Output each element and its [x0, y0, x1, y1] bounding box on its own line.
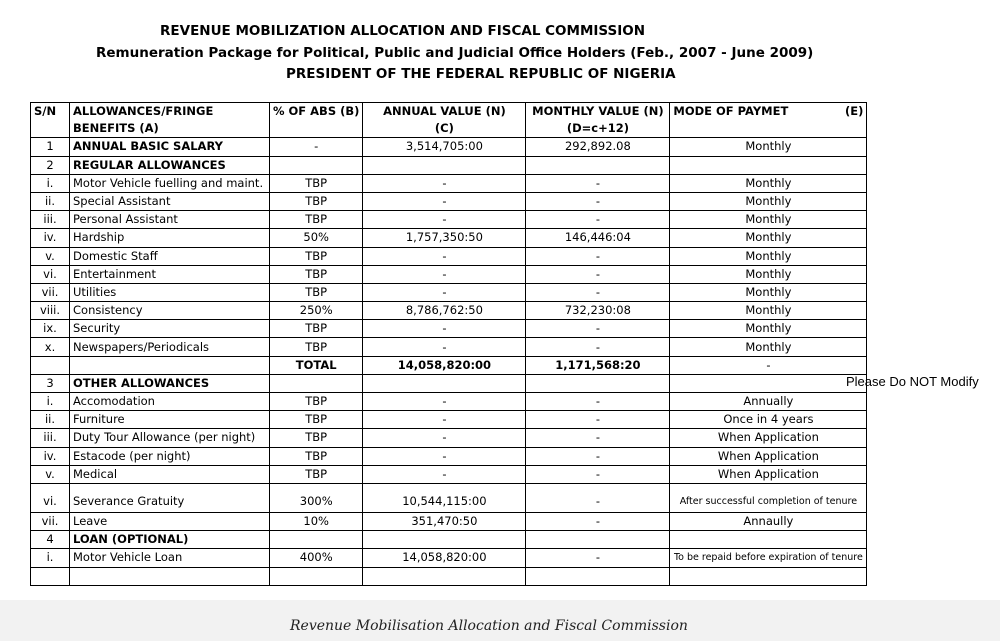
row-item: Newspapers/Periodicals	[70, 338, 270, 356]
row-pct: TBP	[270, 411, 363, 429]
section-header-row	[31, 531, 867, 549]
row-mode: Monthly	[670, 302, 867, 320]
row-pct: -	[270, 138, 363, 156]
row-pct: TBP	[270, 393, 363, 411]
row-monthly: -	[526, 447, 670, 465]
col-header-pct: % OF ABS (B)	[270, 103, 363, 121]
row-monthly: -	[526, 429, 670, 447]
row-annual: -	[363, 411, 526, 429]
table-row	[31, 211, 867, 229]
row-monthly: -	[526, 265, 670, 283]
col-header-allowances-2: BENEFITS (A)	[70, 120, 270, 138]
row-monthly: 732,230:08	[526, 302, 670, 320]
table-row	[31, 174, 867, 192]
row-pct: 50%	[270, 229, 363, 247]
row-sn: viii.	[31, 302, 70, 320]
row-mode: To be repaid before expiration of tenure	[670, 549, 867, 567]
row-annual: -	[363, 192, 526, 210]
row-monthly: -	[526, 393, 670, 411]
table-row	[31, 192, 867, 210]
row-annual: -	[363, 338, 526, 356]
row-mode: When Application	[670, 447, 867, 465]
table-row	[31, 447, 867, 465]
row-item: Utilities	[70, 283, 270, 301]
row-sn: iii.	[31, 429, 70, 447]
row-monthly: -	[526, 174, 670, 192]
row-annual: 14,058,820:00	[363, 549, 526, 567]
table-header-row	[31, 103, 867, 121]
row-annual: -	[363, 174, 526, 192]
row-mode: Monthly	[670, 247, 867, 265]
row-sn: vi.	[31, 483, 70, 512]
row-mode: Annaully	[670, 512, 867, 530]
row-annual: -	[363, 447, 526, 465]
document-subtitle: Remuneration Package for Political, Public and Judicial Office Holders (Feb., 2007 - June 2009)	[96, 45, 814, 61]
total-row	[31, 356, 867, 374]
row-sn: iv.	[31, 229, 70, 247]
row-item: Motor Vehicle Loan	[70, 549, 270, 567]
row-pct: TBP	[270, 429, 363, 447]
row-pct: 10%	[270, 512, 363, 530]
row-monthly: -	[526, 283, 670, 301]
row-item: Motor Vehicle fuelling and maint.	[70, 174, 270, 192]
row-pct: 400%	[270, 549, 363, 567]
row-mode: Once in 4 years	[670, 411, 867, 429]
row-mode: Monthly	[670, 283, 867, 301]
col-header-monthly-2: (D=c+12)	[526, 120, 670, 138]
office-title: PRESIDENT OF THE FEDERAL REPUBLIC OF NIGERIA	[286, 66, 676, 82]
table-row	[31, 229, 867, 247]
row-pct: TBP	[270, 338, 363, 356]
row-mode: When Application	[670, 465, 867, 483]
row-monthly: -	[526, 247, 670, 265]
row-mode: When Application	[670, 429, 867, 447]
table-row	[31, 265, 867, 283]
col-header-mode	[670, 103, 867, 121]
row-mode: Monthly	[670, 138, 867, 156]
row-sn: i.	[31, 174, 70, 192]
row-annual: -	[363, 211, 526, 229]
section-header-row	[31, 156, 867, 174]
row-pct: TBP	[270, 320, 363, 338]
row-annual: -	[363, 465, 526, 483]
total-monthly: 1,171,568:20	[526, 356, 670, 374]
row-monthly: -	[526, 549, 670, 567]
row-mode: Monthly	[670, 174, 867, 192]
table-row	[31, 429, 867, 447]
remuneration-table	[30, 102, 867, 586]
row-annual: -	[363, 429, 526, 447]
row-sn: vii.	[31, 283, 70, 301]
row-pct: TBP	[270, 211, 363, 229]
row-sn: ii.	[31, 192, 70, 210]
table-row	[31, 320, 867, 338]
row-pct: 250%	[270, 302, 363, 320]
row-annual: 1,757,350:50	[363, 229, 526, 247]
row-sn: iii.	[31, 211, 70, 229]
row-sn: iv.	[31, 447, 70, 465]
row-item: ANNUAL BASIC SALARY	[70, 138, 270, 156]
row-annual: -	[363, 247, 526, 265]
row-mode: Monthly	[670, 338, 867, 356]
row-pct: TBP	[270, 447, 363, 465]
document-title: REVENUE MOBILIZATION ALLOCATION AND FISCAL COMMISSION	[160, 23, 646, 39]
row-item: Leave	[70, 512, 270, 530]
row-item: Personal Assistant	[70, 211, 270, 229]
table-header-row-2	[31, 120, 867, 138]
row-annual: 10,544,115:00	[363, 483, 526, 512]
col-header-mode-e: (E)	[845, 104, 864, 119]
row-sn: 1	[31, 138, 70, 156]
row-item: Estacode (per night)	[70, 447, 270, 465]
row-annual: 8,786,762:50	[363, 302, 526, 320]
row-sn: ii.	[31, 411, 70, 429]
row-monthly: -	[526, 483, 670, 512]
section-sn: 4	[31, 531, 70, 549]
row-mode: Monthly	[670, 229, 867, 247]
section-label: OTHER ALLOWANCES	[70, 374, 270, 392]
section-label: REGULAR ALLOWANCES	[70, 156, 270, 174]
row-item: Medical	[70, 465, 270, 483]
row-item: Domestic Staff	[70, 247, 270, 265]
section-sn: 2	[31, 156, 70, 174]
row-annual: -	[363, 283, 526, 301]
section-sn: 3	[31, 374, 70, 392]
row-sn: ix.	[31, 320, 70, 338]
row-annual: -	[363, 393, 526, 411]
row-monthly: -	[526, 512, 670, 530]
footer-text: Revenue Mobilisation Allocation and Fiscal Commission	[290, 618, 688, 634]
table-row	[31, 338, 867, 356]
row-sn: i.	[31, 393, 70, 411]
row-annual: 3,514,705:00	[363, 138, 526, 156]
row-pct: TBP	[270, 283, 363, 301]
table-row	[31, 302, 867, 320]
row-mode: Monthly	[670, 192, 867, 210]
row-monthly: -	[526, 320, 670, 338]
table-row	[31, 483, 867, 512]
row-pct: TBP	[270, 465, 363, 483]
row-item: Accomodation	[70, 393, 270, 411]
row-sn: i.	[31, 549, 70, 567]
row-item: Hardship	[70, 229, 270, 247]
row-mode: Monthly	[670, 265, 867, 283]
row-item: Special Assistant	[70, 192, 270, 210]
col-header-annual-2: (C)	[363, 120, 526, 138]
table-row	[31, 411, 867, 429]
row-item: Security	[70, 320, 270, 338]
row-pct: TBP	[270, 192, 363, 210]
row-monthly: -	[526, 211, 670, 229]
row-monthly: -	[526, 338, 670, 356]
row-item: Consistency	[70, 302, 270, 320]
row-mode: Annually	[670, 393, 867, 411]
col-header-monthly: MONTHLY VALUE (N)	[526, 103, 670, 121]
row-sn: vii.	[31, 512, 70, 530]
row-pct: 300%	[270, 483, 363, 512]
row-mode: After successful completion of tenure	[670, 483, 867, 512]
table-row	[31, 283, 867, 301]
table-row	[31, 247, 867, 265]
row-monthly: 146,446:04	[526, 229, 670, 247]
row-item: Furniture	[70, 411, 270, 429]
row-pct: TBP	[270, 174, 363, 192]
table-row	[31, 512, 867, 530]
row-monthly: 292,892.08	[526, 138, 670, 156]
row-mode: Monthly	[670, 211, 867, 229]
row-annual: 351,470:50	[363, 512, 526, 530]
row-annual: -	[363, 320, 526, 338]
col-header-annual: ANNUAL VALUE (N)	[363, 103, 526, 121]
row-mode: Monthly	[670, 320, 867, 338]
row-monthly: -	[526, 192, 670, 210]
col-header-mode-label: MODE OF PAYMET	[673, 104, 789, 119]
row-item: Severance Gratuity	[70, 483, 270, 512]
total-mode: -	[670, 356, 867, 374]
col-header-sn: S/N	[31, 103, 70, 121]
row-pct: TBP	[270, 247, 363, 265]
row-pct: TBP	[270, 265, 363, 283]
row-monthly: -	[526, 411, 670, 429]
empty-row	[31, 567, 867, 585]
side-note: Please Do NOT Modify	[846, 374, 979, 389]
table-row	[31, 393, 867, 411]
row-annual: -	[363, 265, 526, 283]
row-sn: x.	[31, 338, 70, 356]
table-row	[31, 549, 867, 567]
total-annual: 14,058,820:00	[363, 356, 526, 374]
basic-salary-row	[31, 138, 867, 156]
section-header-row	[31, 374, 867, 392]
col-header-allowances: ALLOWANCES/FRINGE	[70, 103, 270, 121]
row-sn: vi.	[31, 265, 70, 283]
row-sn: v.	[31, 465, 70, 483]
row-monthly: -	[526, 465, 670, 483]
row-item: Duty Tour Allowance (per night)	[70, 429, 270, 447]
section-label: LOAN (OPTIONAL)	[70, 531, 270, 549]
row-sn: v.	[31, 247, 70, 265]
total-label: TOTAL	[270, 356, 363, 374]
row-item: Entertainment	[70, 265, 270, 283]
table-row	[31, 465, 867, 483]
